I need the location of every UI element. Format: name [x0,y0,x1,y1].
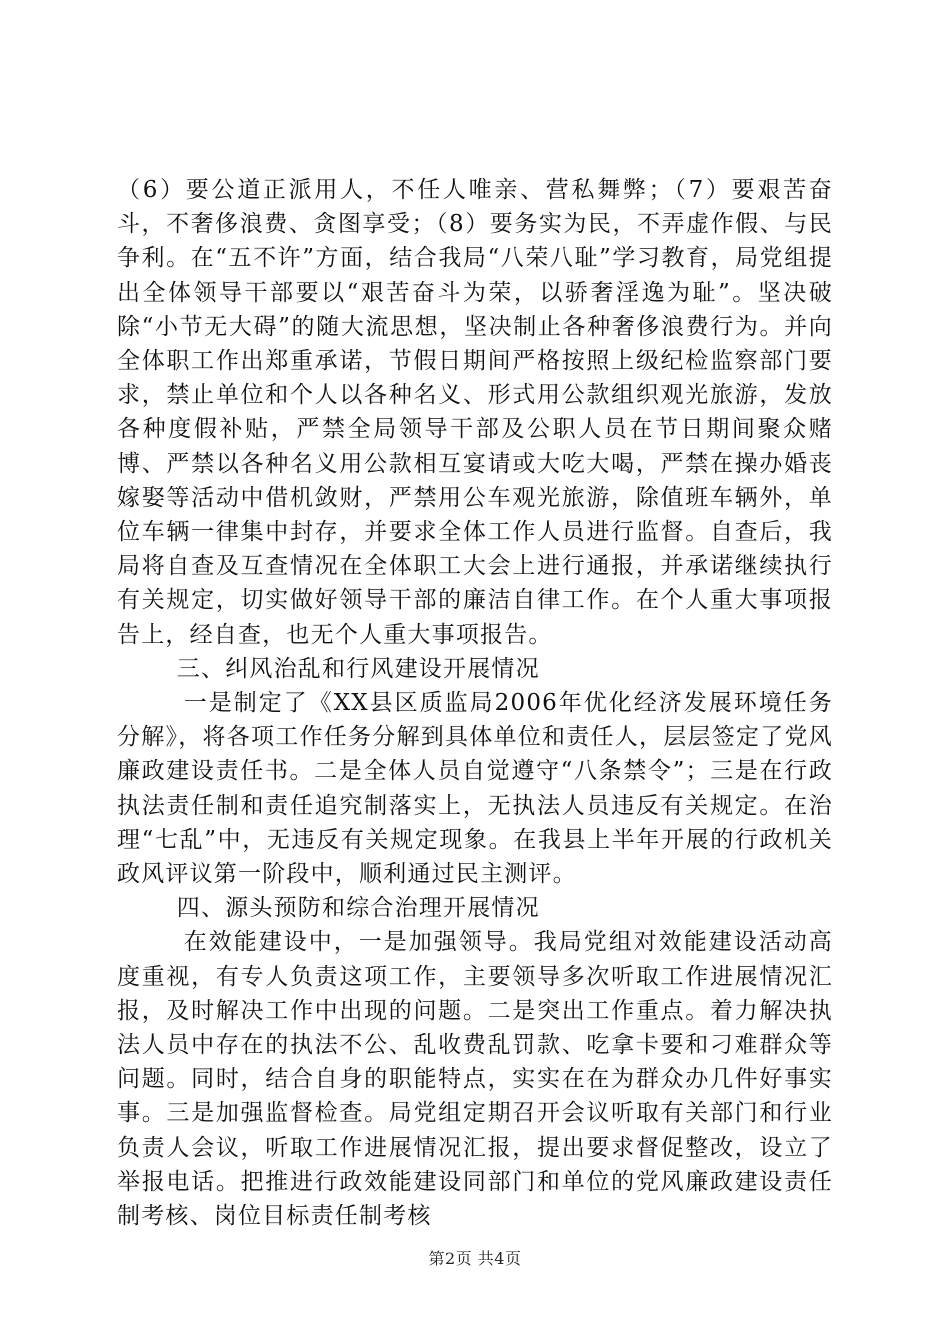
section-heading-3: 三、纠风治乱和行风建设开展情况 [176,655,540,682]
document-body [117,173,833,1233]
section-heading-4: 四、源头预防和综合治理开展情况 [176,895,540,922]
paragraph-section-4: 在效能建设中，一是加强领导。我局党组对效能建设活动高度重视，有专人负责这项工作，主要领导多次听取工作进展情况汇报，及时解决工作中出现的问题。二是突出工作重点。着力解决执法人员中存在的执法不公、乱收费乱罚款、吃拿卡要和刁难群众等问题。同时，结合自身的职能特点，实实在在为群众办几件好事实事。三是加强监督检查。局党组定期召开会议听取有关部门和行业负责人会议，听取工作进展情况汇报，提出要求督促整改，设立了举报电话。把推进行政效能建设同部门和单位的党风廉政建设责任制考核、岗位目标责任制考核 [117,929,833,1230]
page-number-footer: 第2页 共4页 [428,1249,522,1268]
paragraph-section-3: 一是制定了《XX县区质监局2006年优化经济发展环境任务分解》，将各项工作任务分解到具体单位和责任人，层层签定了党风廉政建设责任书。二是全体人员自觉遵守“八条禁令”；三是在行政执法责任制和责任追究制落实上，无执法人员违反有关规定。在治理“七乱”中，无违反有关规定现象。在我县上半年开展的行政机关政风评议第一阶段中，顺利通过民主测评。 [117,690,833,888]
paragraph-continuation: （6）要公道正派用人，不任人唯亲、营私舞弊；（7）要艰苦奋斗，不奢侈浪费、贪图享受；（8）要务实为民，不弄虚作假、与民争利。在“五不许”方面，结合我局“八荣八耻”学习教育，局党组提出全体领导干部要以“艰苦奋斗为荣，以骄奢淫逸为耻”。坚决破除“小节无大碍”的随大流思想，坚决制止各种奢侈浪费行为。并向全体职工作出郑重承诺，节假日期间严格按照上级纪检监察部门要求，禁止单位和个人以各种名义、形式用公款组织观光旅游，发放各种度假补贴，严禁全局领导干部及公职人员在节日期间聚众赌博、严禁以各种名义用公款相互宴请或大吃大喝，严禁在操办婚丧嫁娶等活动中借机敛财，严禁用公车观光旅游，除值班车辆外，单位车辆一律集中封存，并要求全体工作人员进行监督。自查后，我局将自查及互查情况在全体职工大会上进行通报，并承诺继续执行有关规定，切实做好领导干部的廉洁自律工作。在个人重大事项报告上，经自查，也无个人重大事项报告。 [117,177,833,648]
